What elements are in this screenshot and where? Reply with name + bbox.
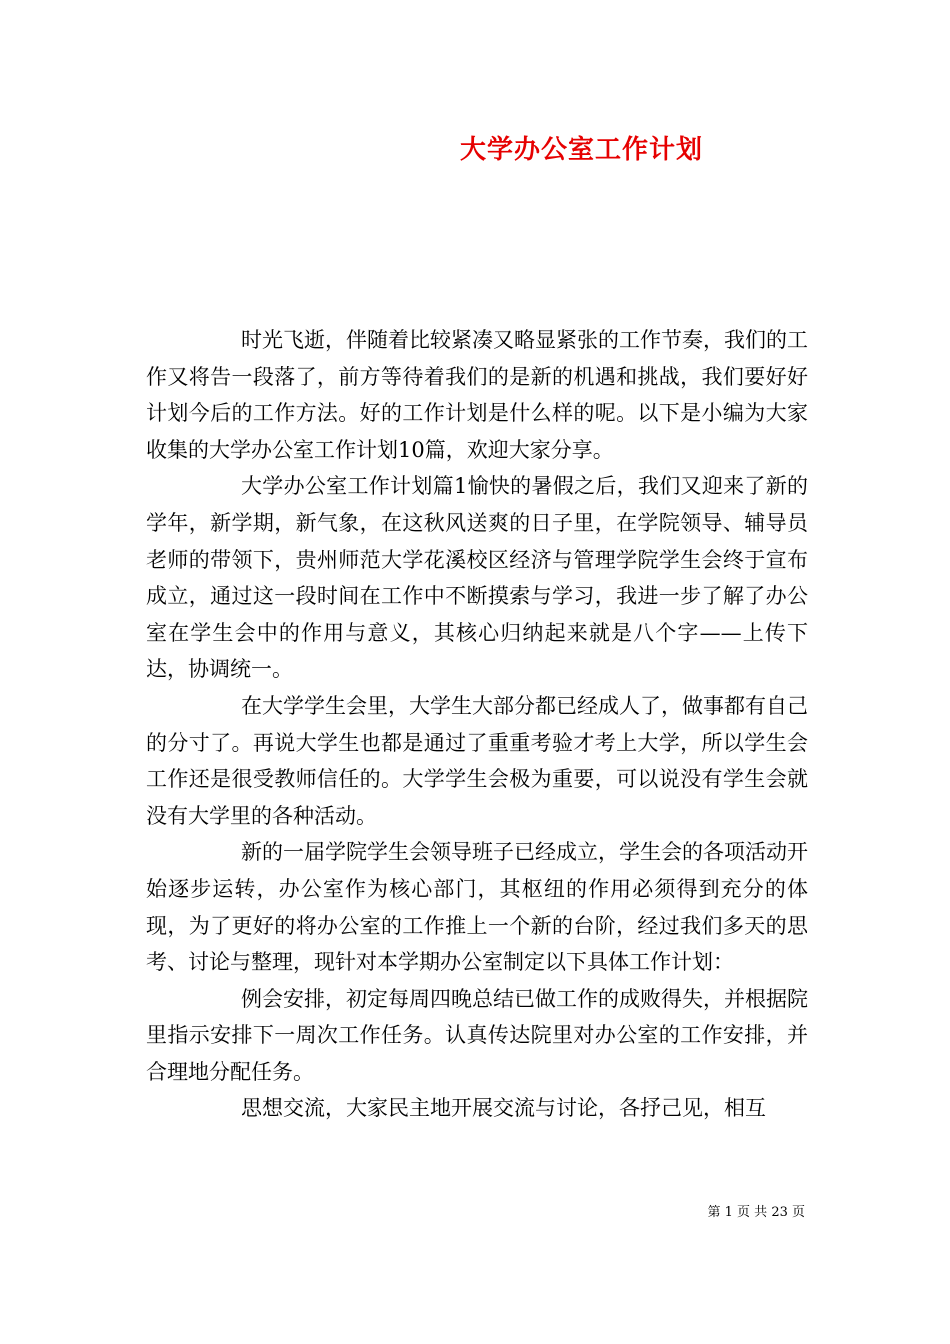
document-title: 大学办公室工作计划 <box>459 135 703 165</box>
paragraph-intro: 时光飞逝，伴随着比较紧凑又略显紧张的工作节奏，我们的工作又将告一段落了，前方等待着我们的是新的机遇和挑战，我们要好好计划今后的工作方法。好的工作计划是什么样的呢。以下是小编为大家收集的大学办公室工作计划10篇，欢迎大家分享。 <box>146 328 808 462</box>
paragraph-student-union: 在大学学生会里，大学生大部分都已经成人了，做事都有自己的分寸了。再说大学生也都是通过了重重考验才考上大学，所以学生会工作还是很受教师信任的。大学学生会极为重要，可以说没有学生会就没有大学里的各种活动。 <box>146 693 808 828</box>
page-number: 第 1 页 共 23 页 <box>707 1205 805 1220</box>
paragraph-exchange: 思想交流，大家民主地开展交流与讨论，各抒己见，相互 <box>241 1096 766 1121</box>
paragraph-office-role: 新的一届学院学生会领导班子已经成立，学生会的各项活动开始逐步运转，办公室作为核心部门，其枢纽的作用必须得到充分的体现，为了更好的将办公室的工作推上一个新的台阶，经过我们多天的思考、讨论与整理，现针对本学期办公室制定以下具体工作计划： <box>146 840 808 975</box>
document-body <box>146 322 808 1127</box>
paragraph-meeting: 例会安排，初定每周四晚总结已做工作的成败得失，并根据院里指示安排下一周次工作任务。认真传达院里对办公室的工作安排，并合理地分配任务。 <box>146 986 808 1084</box>
paragraph-plan-1: 大学办公室工作计划篇1愉快的暑假之后，我们又迎来了新的学年，新学期，新气象，在这秋风送爽的日子里，在学院领导、辅导员老师的带领下，贵州师范大学花溪校区经济与管理学院学生会终于宣布成立，通过这一段时间在工作中不断摸索与学习，我进一步了解了办公室在学生会中的作用与意义，其核心归纳起来就是八个字——上传下达，协调统一。 <box>146 474 808 682</box>
